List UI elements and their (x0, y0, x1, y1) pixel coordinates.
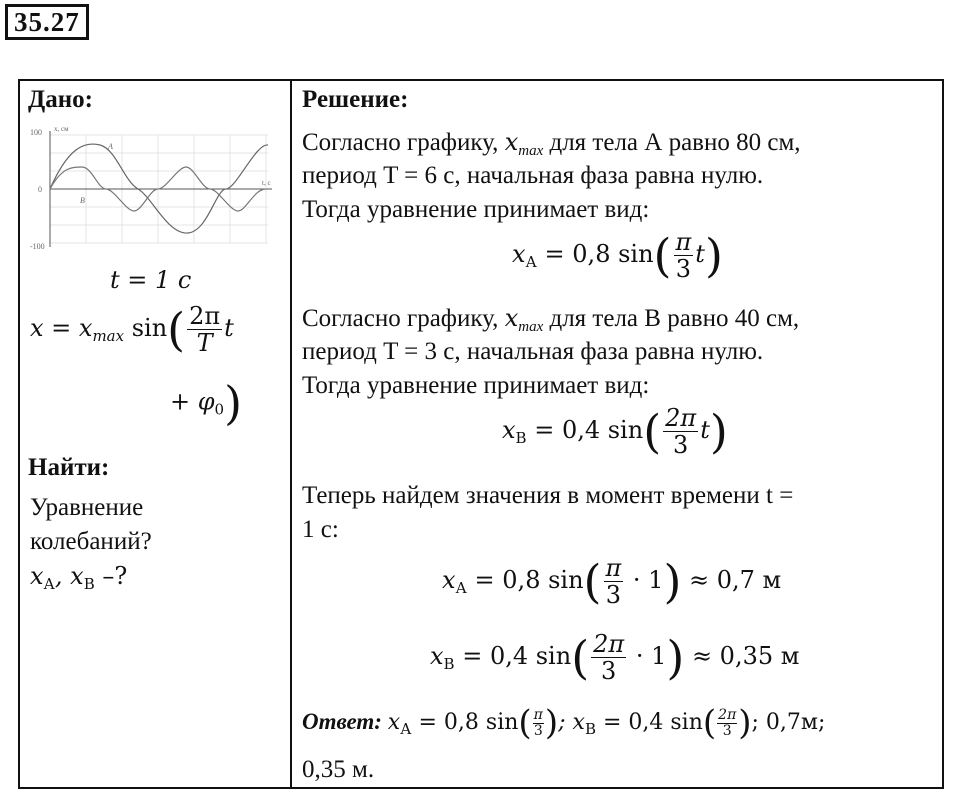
solution-p3-line1: Теперь найдем значения в момент времени t = (302, 482, 794, 509)
y-zero-label: 0 (38, 185, 42, 194)
answer-line1: Ответ: $x_А = 0,8$ sin( $\frac{\pi}{3}$ ); $x_В = 0,4$ sin( $\frac{2\pi}{3}$ ); 0,7м; (302, 703, 826, 743)
solution-p1-line1: Согласно графику, $x_{max}$ для тела А равно 80 см, (302, 128, 801, 159)
equation-xb-value: $x_В = 0,4$ sin( $\frac{2\pi}{3}$ · 1) ≈ 0,35 м (430, 630, 800, 685)
given-formula: $x = x_{max}$ sin( $\frac{2\pi}{T}$ t (30, 302, 234, 357)
problem-number: 35.27 (5, 4, 89, 40)
answer-line2: 0,35 м. (302, 756, 375, 783)
find-line3: $x_А$, $x_В$ –? (30, 562, 128, 593)
solution-header: Решение: (302, 86, 409, 113)
find-line1: Уравнение (30, 494, 144, 521)
y-axis-label: x, см (54, 125, 69, 133)
solution-p1-line3: Тогда уравнение принимает вид: (302, 196, 650, 223)
x-axis-label: t, c (262, 179, 271, 187)
column-divider (290, 81, 292, 787)
y-bottom-label: -100 (30, 242, 45, 251)
solution-p2-line1: Согласно графику, $x_{max}$ для тела В равно 40 см, (302, 304, 800, 335)
given-formula-cont: + $\varphi_0$) (170, 376, 243, 430)
given-time: t = 1 с (110, 266, 192, 294)
equation-xb: $x_В = 0,4$ sin( $\frac{2\pi}{3}$ t) (502, 404, 728, 459)
curve-b-label: B (80, 196, 85, 205)
equation-xa: $x_А = 0,8$ sin( $\frac{\pi}{3}$ t) (512, 228, 723, 283)
find-line2: колебаний? (30, 528, 152, 555)
answer-label: Ответ: (302, 709, 382, 734)
oscillation-graph (28, 123, 280, 253)
solution-p2-line3: Тогда уравнение принимает вид: (302, 372, 650, 399)
solution-p2-line2: период T = 3 с, начальная фаза равна нулю. (302, 338, 764, 365)
equation-xa-value: $x_А = 0,8$ sin( $\frac{\pi}{3}$ · 1) ≈ 0,7 м (442, 554, 782, 609)
curve-a-label: A (108, 142, 113, 151)
solution-table (18, 79, 944, 789)
solution-p1-line2: период T = 6 с, начальная фаза равна нулю. (302, 162, 764, 189)
solution-p3-line2: 1 с: (302, 516, 339, 543)
find-header: Найти: (28, 454, 110, 481)
y-top-label: 100 (30, 128, 42, 137)
given-header: Дано: (28, 86, 93, 113)
